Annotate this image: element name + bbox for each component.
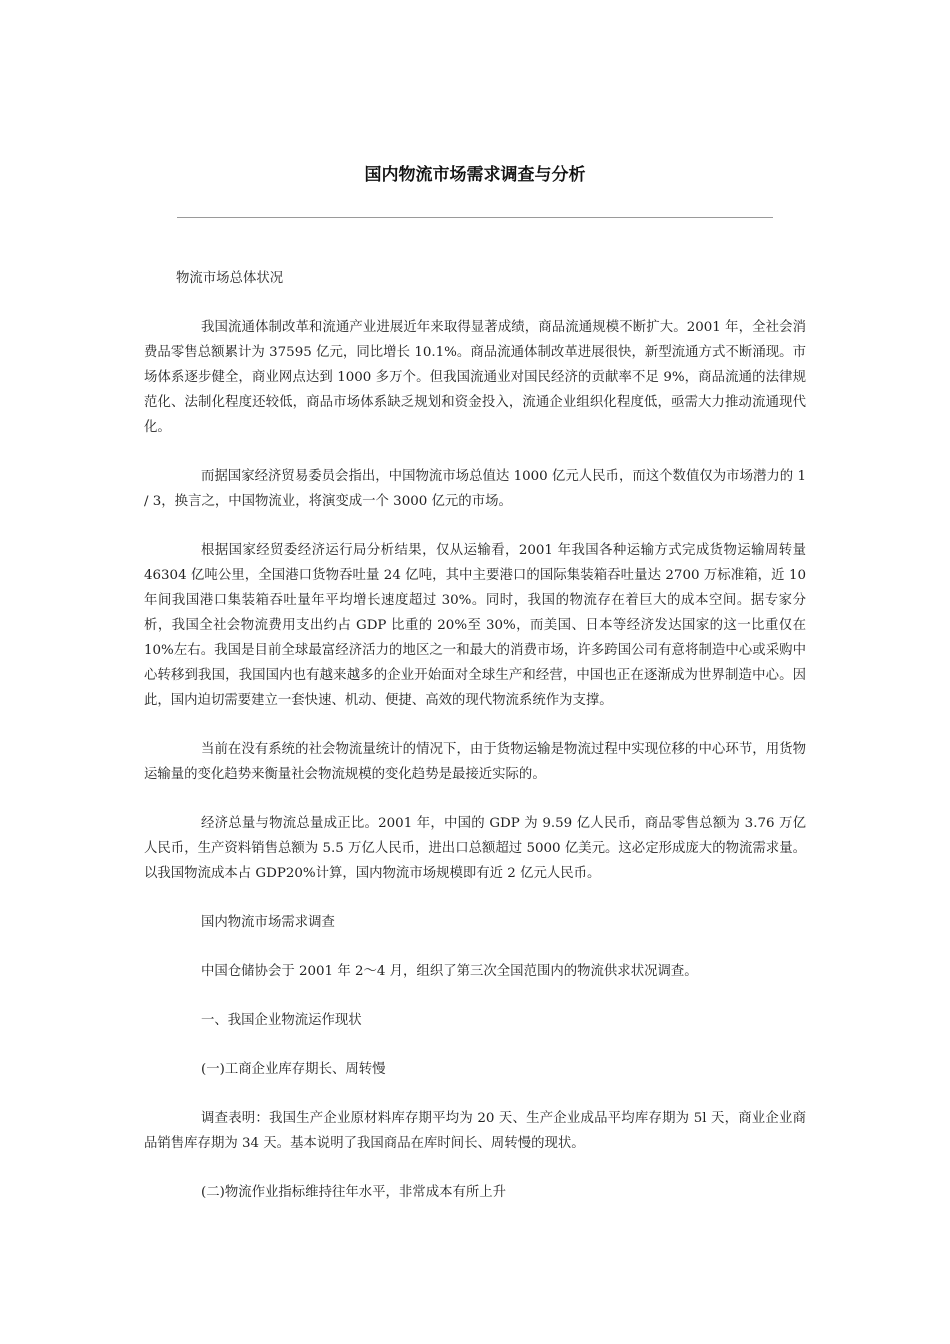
paragraph: 我国流通体制改革和流通产业进展近年来取得显著成绩，商品流通规模不断扩大。2001 年，全社会消费品零售总额累计为 37595 亿元，同比增长 10.1%。商品流通体制改革进展很快，新型流通方式不断涌现。市场体系逐步健全，商业网点达到 1000 多万个。但我国流通业对国民经济的贡献率不足 9%，商品流通的法律规范化、法制化程度还较低，商品市场体系缺乏规划和资金投入，流通企业组织化程度低，亟需大力推动流通现代化。 (144, 320, 806, 435)
subsection-heading: (一)工商企业库存期长、周转慢 (201, 1062, 386, 1077)
paragraph: 而据国家经济贸易委员会指出，中国物流市场总值达 1000 亿元人民币，而这个数值仅为市场潜力的 1 / 3，换言之，中国物流业，将演变成一个 3000 亿元的市场。 (144, 469, 806, 509)
paragraph: 调查表明：我国生产企业原材料库存期平均为 20 天、生产企业成品平均库存期为 5l 天，商业企业商品销售库存期为 34 天。基本说明了我国商品在库时间长、周转慢的现状。 (144, 1111, 806, 1151)
section-heading: 一、我国企业物流运作现状 (201, 1013, 362, 1028)
paragraph: 根据国家经贸委经济运行局分析结果，仅从运输看，2001 年我国各种运输方式完成货物运输周转量 46304 亿吨公里，全国港口货物吞吐量 24 亿吨，其中主要港口的国际集装箱吞吐量达 2700 万标准箱，近 10 年间我国港口集装箱吞吐量年平均增长速度超过 30%。同时，我国的物流存在着巨大的成本空间。据专家分析，我国全社会物流费用支出约占 GDP 比重的 20%至 30%，而美国、日本等经济发达国家的这一比重仅在 10%左右。我国是目前全球最富经济活力的地区之一和最大的消费市场，许多跨国公司有意将制造中心或采购中心转移到我国，我国国内也有越来越多的企业开始面对全球生产和经营，中国也正在逐渐成为世界制造中心。因此，国内迫切需要建立一套快速、机动、便捷、高效的现代物流系统作为支撑。 (144, 543, 806, 708)
section-heading: 国内物流市场需求调查 (201, 915, 335, 930)
document-body (144, 266, 806, 1229)
paragraph: 经济总量与物流总量成正比。2001 年，中国的 GDP 为 9.59 亿人民币，商品零售总额为 3.76 万亿人民币，生产资料销售总额为 5.5 万亿人民币，进出口总额超过 5000 亿美元。这必定形成庞大的物流需求量。以我国物流成本占 GDP20%计算，国内物流市场规模即有近 2 亿元人民币。 (144, 816, 806, 881)
title-divider (177, 217, 773, 218)
paragraph: 中国仓储协会于 2001 年 2～4 月，组织了第三次全国范围内的物流供求状况调查。 (201, 964, 698, 979)
subsection-heading: (二)物流作业指标维持往年水平，非常成本有所上升 (201, 1185, 507, 1200)
section-heading: 物流市场总体状况 (176, 271, 284, 286)
paragraph: 当前在没有系统的社会物流量统计的情况下，由于货物运输是物流过程中实现位移的中心环节，用货物运输量的变化趋势来衡量社会物流规模的变化趋势是最接近实际的。 (144, 742, 806, 782)
page-title: 国内物流市场需求调查与分析 (364, 165, 586, 185)
